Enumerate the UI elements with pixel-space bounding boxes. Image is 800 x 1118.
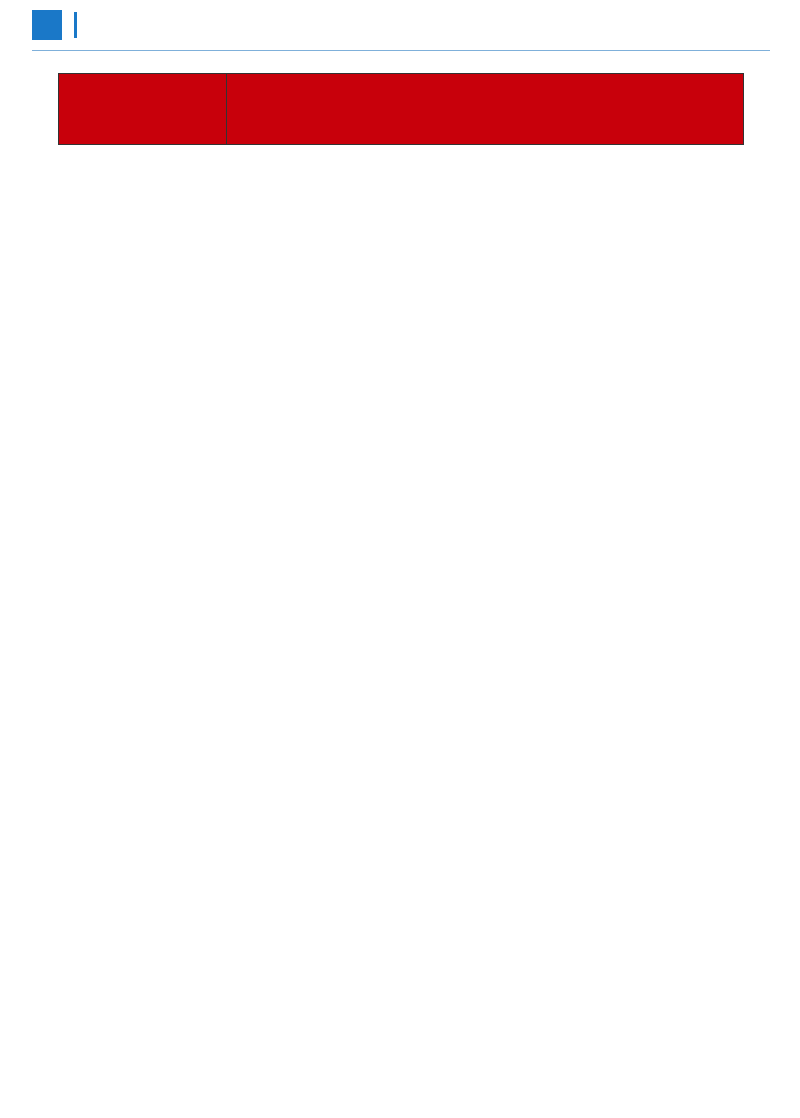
section-header [32, 6, 772, 46]
table-header-row [59, 74, 744, 145]
header-model [227, 74, 744, 145]
header-rule [32, 50, 770, 51]
header-feature [59, 74, 227, 145]
header-divider [74, 12, 77, 38]
spec-table [58, 73, 744, 145]
info-icon [32, 10, 62, 40]
